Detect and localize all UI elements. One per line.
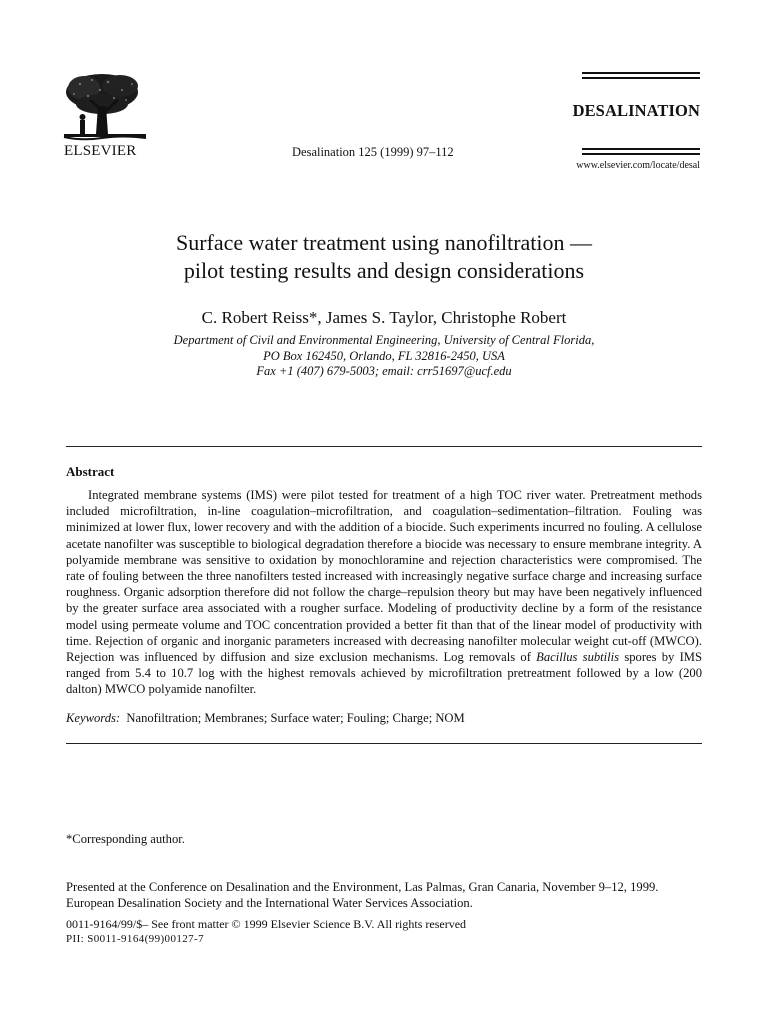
journal-rule-bottom xyxy=(582,148,700,158)
keywords-values: Nanofiltration; Membranes; Surface water; Fouling; Charge; NOM xyxy=(126,711,465,725)
corresponding-author-note: *Corresponding author. xyxy=(66,832,185,846)
divider-top xyxy=(66,446,702,447)
article-title xyxy=(0,229,768,285)
journal-url[interactable]: www.elsevier.com/locate/desal xyxy=(576,160,700,171)
divider-bottom xyxy=(66,743,702,744)
authors: C. Robert Reiss*, James S. Taylor, Christophe Robert xyxy=(201,308,567,327)
abstract-heading: Abstract xyxy=(66,464,115,479)
title-line-2: pilot testing results and design considerations xyxy=(183,258,585,283)
elsevier-logo xyxy=(62,70,152,142)
pii-line: PII: S0011-9164(99)00127-7 xyxy=(66,933,205,945)
title-line-1: Surface water treatment using nanofiltration — xyxy=(175,230,593,255)
abstract-species-name: Bacillus subtilis xyxy=(536,650,620,665)
abstract-text-part-1: Integrated membrane systems (IMS) were pilot tested for treatment of a high TOC river water. Pretreatment methods included microfiltration, in-line coagulation–microfiltration, and coagulation–sedimentation–filtration. Fouling was minimized at lower flux, lower recovery and with the addition of a biocide. Such experiments incurred no fouling. A cellulose acetate nanofilter was susceptible to biological degradation therefore a biocide was necessary to ensure membrane integrity. A polyamide membrane was sensitive to oxidation by monochloramine and rejection characteristics were compromised. The rate of fouling between the three nanofilters tested increased with increasingly negative surface charge and increasing surface roughness. Organic adsorption therefore did not follow the charge–repulsion theory but may have been negatively influenced by the greater surface area associated with a rougher surface. Modeling of productivity decline by a form of the resistance model using permeate volume and TOC concentration provided a better fit than that of the linear model of productivity with time. Rejection of organic and inorganic parameters increased with decreasing nanofilter molecular weight cut-off (MWCO). Rejection was influenced by diffusion and size exclusion mechanisms. Log removals of xyxy=(66,488,702,665)
presented-line-2: European Desalination Society and the International Water Services Association. xyxy=(66,896,473,910)
journal-name: DESALINATION xyxy=(572,101,700,120)
publisher-name: ELSEVIER xyxy=(64,143,137,159)
journal-rule-top xyxy=(582,72,700,82)
keywords xyxy=(66,711,465,726)
affiliation-line-1: Department of Civil and Environmental Engineering, University of Central Florida, xyxy=(173,333,595,347)
presented-line-1: Presented at the Conference on Desalination and the Environment, Las Palmas, Gran Canaria, November 9–12, 1999. xyxy=(66,880,659,894)
keywords-label: Keywords: xyxy=(66,711,121,725)
abstract-body xyxy=(66,487,702,698)
elsevier-tree-icon xyxy=(62,70,148,142)
abstract-text-part-2: spores by IMS ranged from 5.4 to 10.7 log with the highest removals achieved by microfiltration pretreatment followed by a low (200 dalton) MWCO polyamide nanofilter. xyxy=(66,650,702,697)
copyright-line: 0011-9164/99/$– See front matter © 1999 Elsevier Science B.V. All rights reserved xyxy=(66,917,467,931)
citation: Desalination 125 (1999) 97–112 xyxy=(292,145,454,159)
affiliation-line-3: Fax +1 (407) 679-5003; email: crr51697@ucf.edu xyxy=(256,364,512,378)
affiliation-line-2: PO Box 162450, Orlando, FL 32816-2450, USA xyxy=(263,348,505,363)
affiliation xyxy=(0,333,768,380)
presented-note xyxy=(66,879,716,911)
